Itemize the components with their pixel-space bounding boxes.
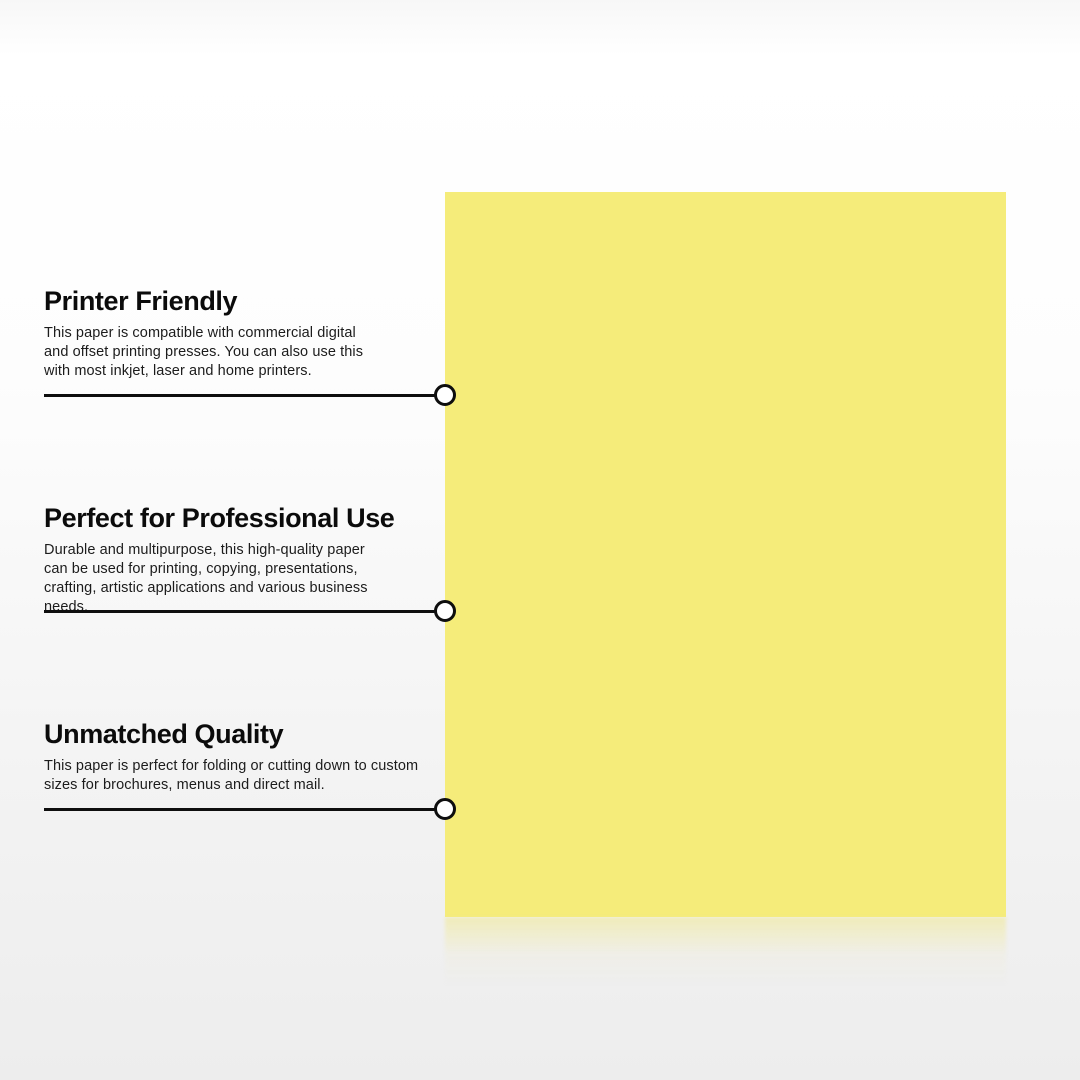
feature-title: Printer Friendly (44, 286, 238, 316)
feature-title: Unmatched Quality (44, 719, 284, 749)
callout-line (44, 808, 435, 811)
callout-dot (434, 600, 456, 622)
paper-reflection (445, 917, 1006, 985)
feature-professional-use (44, 503, 394, 617)
callout-dot (434, 798, 456, 820)
feature-description: Durable and multipurpose, this high-quality paper can be used for printing, copying, presentations, crafting, artistic applications and various business needs. (44, 542, 368, 615)
feature-printer-friendly (44, 286, 376, 381)
callout-dot (434, 384, 456, 406)
feature-unmatched-quality (44, 719, 422, 795)
feature-description: This paper is perfect for folding or cutting down to custom sizes for brochures, menus and direct mail. (44, 758, 419, 793)
feature-title: Perfect for Professional Use (44, 503, 395, 533)
callout-line (44, 394, 435, 397)
callout-line (44, 610, 435, 613)
yellow-paper-sheet (445, 192, 1006, 917)
feature-description: This paper is compatible with commercial digital and offset printing presses. You can also use this with most inkjet, laser and home printers. (44, 325, 364, 379)
